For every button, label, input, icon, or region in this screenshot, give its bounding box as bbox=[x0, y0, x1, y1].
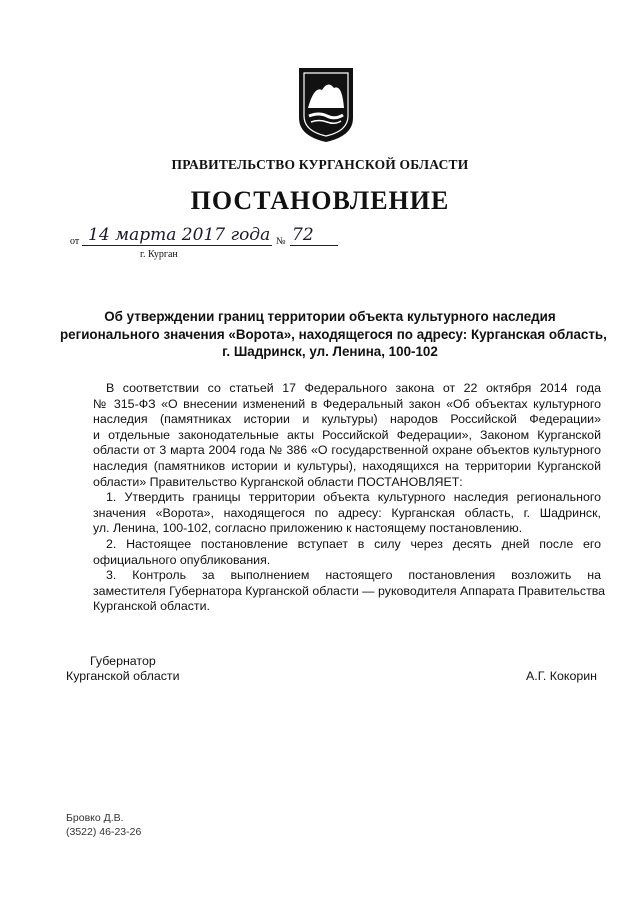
city: г. Курган bbox=[140, 249, 178, 260]
body-line: № 315-ФЗ «О внесении изменений в Федеральный закон «Об объектах культурного bbox=[93, 396, 601, 411]
executor-phone: (3522) 46-23-26 bbox=[66, 826, 142, 838]
body-line: 2. Настоящее постановление вступает в силу через десять дней после его bbox=[106, 536, 601, 551]
body-line: и отдельные законодательные акты Российской Федерации», Законом Курганской bbox=[93, 427, 601, 442]
document-body bbox=[93, 381, 606, 615]
body-line: значения «Ворота», находящегося по адресу: Курганская область, г. Шадринск, bbox=[93, 505, 601, 520]
number-underline bbox=[290, 245, 338, 246]
document-type: ПОСТАНОВЛЕНИЕ bbox=[190, 186, 450, 215]
handwritten-number: 72 bbox=[292, 225, 314, 245]
body-line: области» Правительство Курганской области ПОСТАНОВЛЯЕТ: bbox=[93, 474, 463, 489]
government-name: ПРАВИТЕЛЬСТВО КУРГАНСКОЙ ОБЛАСТИ bbox=[171, 157, 469, 172]
body-line: 3. Контроль за выполнением настоящего постановления возложить на bbox=[106, 568, 601, 583]
subject-line: г. Шадринск, ул. Ленина, 100-102 bbox=[222, 344, 438, 359]
signatory-position-line1: Губернатор bbox=[90, 654, 156, 668]
body-line: Курганской области. bbox=[93, 599, 210, 614]
body-line: области от 3 марта 2004 года № 386 «О государственной охране объектов культурного bbox=[93, 443, 601, 458]
body-line: официального опубликования. bbox=[93, 552, 271, 567]
document-subject bbox=[60, 308, 607, 361]
date-underline bbox=[82, 245, 272, 246]
body-line: 1. Утвердить границы территории объекта культурного наследия регионального bbox=[106, 490, 601, 505]
date-prefix: от bbox=[70, 236, 80, 247]
handwritten-date: 14 марта 2017 года bbox=[88, 225, 271, 245]
body-line: наследия (памятников истории и культуры), находящихся на территории Курганской bbox=[93, 458, 601, 473]
signatory-name: А.Г. Кокорин bbox=[526, 669, 598, 683]
subject-line: регионального значения «Ворота», находящегося по адресу: Курганская область, bbox=[60, 326, 607, 342]
subject-line: Об утверждении границ территории объекта культурного наследия bbox=[104, 309, 556, 324]
executor-name: Бровко Д.В. bbox=[66, 812, 124, 824]
coat-of-arms-icon bbox=[297, 66, 355, 144]
body-line: наследия (памятниках истории и культуры) народов Российской Федерации» bbox=[93, 412, 601, 427]
signatory-position-line2: Курганской области bbox=[66, 669, 180, 683]
number-prefix: № bbox=[276, 236, 286, 247]
body-line: В соответствии со статьей 17 Федерального закона от 22 октября 2014 года bbox=[106, 381, 601, 395]
body-line: ул. Ленина, 100-102, согласно приложению к настоящему постановлению. bbox=[93, 521, 523, 536]
body-line: заместителя Губернатора Курганской области — руководителя Аппарата Правительства bbox=[93, 583, 606, 598]
